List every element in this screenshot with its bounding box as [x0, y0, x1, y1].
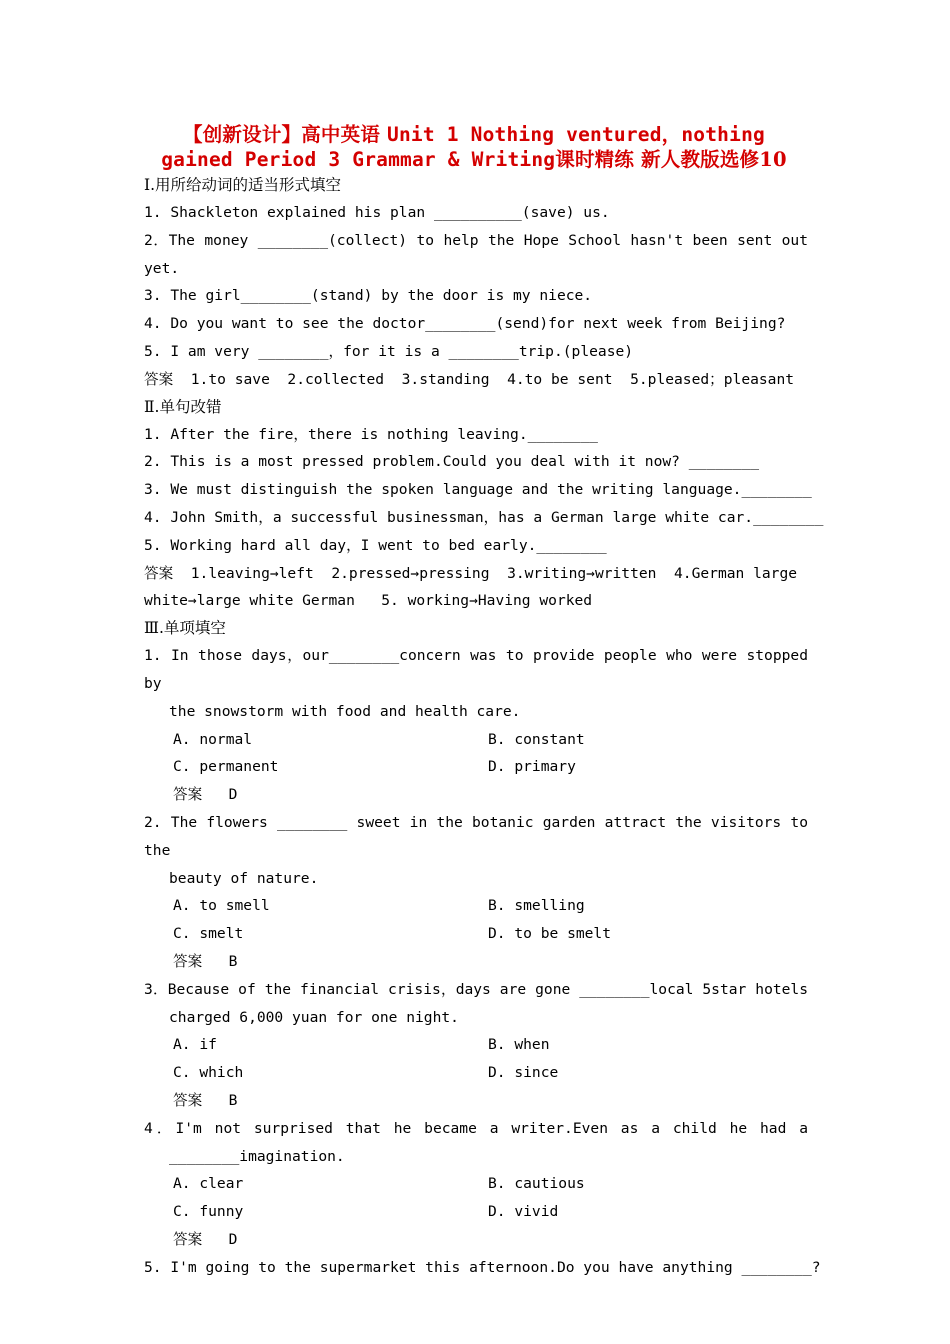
- mc-question-2: [144, 809, 808, 976]
- mc-question-5: 5. I'm going to the supermarket this afternoon.Do you have anything ________?: [144, 1258, 821, 1276]
- title-cn-part1: 【创新设计】高中英语: [183, 123, 381, 146]
- worksheet-page: [144, 122, 824, 1281]
- mc-question-stem-cont: ________imagination.: [169, 1147, 345, 1165]
- answer-section-1: [144, 366, 808, 394]
- question-2-2: 2. This is a most pressed problem.Could you deal with it now? ________: [144, 453, 760, 471]
- question-1-1: 1. Shackleton explained his plan __________(save) us.: [144, 204, 610, 221]
- section-heading-3: Ⅲ.单项填空: [144, 619, 226, 638]
- answer-label: 答案: [173, 1091, 203, 1109]
- mc-question-stem: 4．I'm not surprised that he became a writer.Even as a child he had a: [144, 1119, 808, 1137]
- answer-value: B: [228, 1091, 238, 1109]
- answer-text: 1.to save 2.collected 3.standing 4.to be sent 5.pleased；pleasant: [173, 370, 795, 388]
- option-a: A. to smell: [173, 897, 270, 915]
- question-1-5: 5. I am very ________，for it is a ________trip.(please): [144, 342, 634, 360]
- mc-question-stem: 1. In those days，our________concern was to provide people who were stopped by: [144, 647, 808, 692]
- option-b: B. constant: [488, 730, 585, 748]
- answer-label: 答案: [173, 1230, 203, 1248]
- mc-question-stem: 3．Because of the financial crisis，days are gone ________local 5star hotels: [144, 980, 808, 998]
- answer-text-line1: 1.leaving→left 2.pressed→pressing 3.writing→written 4.German large: [173, 564, 798, 582]
- mc-question-4: [144, 1115, 808, 1254]
- answer-value: B: [228, 952, 238, 970]
- title-en-part2: gained Period 3 Grammar & Writing: [161, 148, 556, 171]
- mc-question-stem-cont: charged 6,000 yuan for one night.: [169, 1008, 459, 1026]
- answer-label: 答案: [173, 786, 203, 804]
- option-c: C. which: [173, 1064, 244, 1082]
- mc-question-stem-cont: the snowstorm with food and health care.: [169, 702, 521, 720]
- mc-question-stem-cont: beauty of nature.: [169, 869, 319, 887]
- option-b: B. when: [488, 1036, 550, 1054]
- option-d: D. since: [488, 1064, 559, 1082]
- mc-question-1: [144, 642, 808, 809]
- document-title: [140, 122, 808, 172]
- answer-section-2: [144, 560, 808, 588]
- option-d: D. to be smelt: [488, 925, 612, 943]
- section-heading-1: I.用所给动词的适当形式填空: [144, 176, 342, 194]
- answer-label: 答案: [144, 370, 174, 388]
- answer-value: D: [228, 1230, 238, 1248]
- answer-label: 答案: [144, 564, 174, 582]
- question-2-1: 1. After the fire，there is nothing leaving.________: [144, 425, 598, 443]
- question-1-3: 3. The girl________(stand) by the door is my niece.: [144, 287, 593, 305]
- question-1-2: 2．The money ________(collect) to help the Hope School hasn't been sent out: [144, 231, 808, 249]
- question-2-3: 3. We must distinguish the spoken language and the writing language.________: [144, 481, 812, 499]
- title-en-part1: Unit 1 Nothing ventured，nothing: [387, 123, 765, 146]
- option-d: D. primary: [488, 758, 576, 776]
- answer-text-line2: white→large white German 5. working→Having worked: [144, 592, 593, 610]
- answer-value: D: [228, 786, 238, 804]
- option-b: B. smelling: [488, 897, 585, 915]
- question-2-4: 4. John Smith，a successful businessman，has a German large white car.________: [144, 508, 824, 526]
- option-c: C. funny: [173, 1203, 244, 1221]
- option-a: A. clear: [173, 1175, 244, 1193]
- option-c: C. smelt: [173, 925, 244, 943]
- question-2-5: 5. Working hard all day，I went to bed early.________: [144, 536, 607, 554]
- option-b: B. cautious: [488, 1175, 585, 1193]
- option-a: A. normal: [173, 730, 253, 748]
- answer-label: 答案: [173, 952, 203, 970]
- mc-question-3: [144, 976, 808, 1115]
- question-1-2-cont: yet.: [144, 259, 180, 277]
- title-cn-part2: 课时精练 新人教版选修10: [555, 148, 787, 171]
- option-a: A. if: [173, 1036, 217, 1054]
- section-heading-2: Ⅱ.单句改错: [144, 397, 222, 416]
- option-d: D. vivid: [488, 1203, 559, 1221]
- question-1-4: 4. Do you want to see the doctor________(send)for next week from Beijing?: [144, 315, 786, 333]
- option-c: C. permanent: [173, 758, 279, 776]
- mc-question-stem: 2. The flowers ________ sweet in the botanic garden attract the visitors to the: [144, 813, 808, 859]
